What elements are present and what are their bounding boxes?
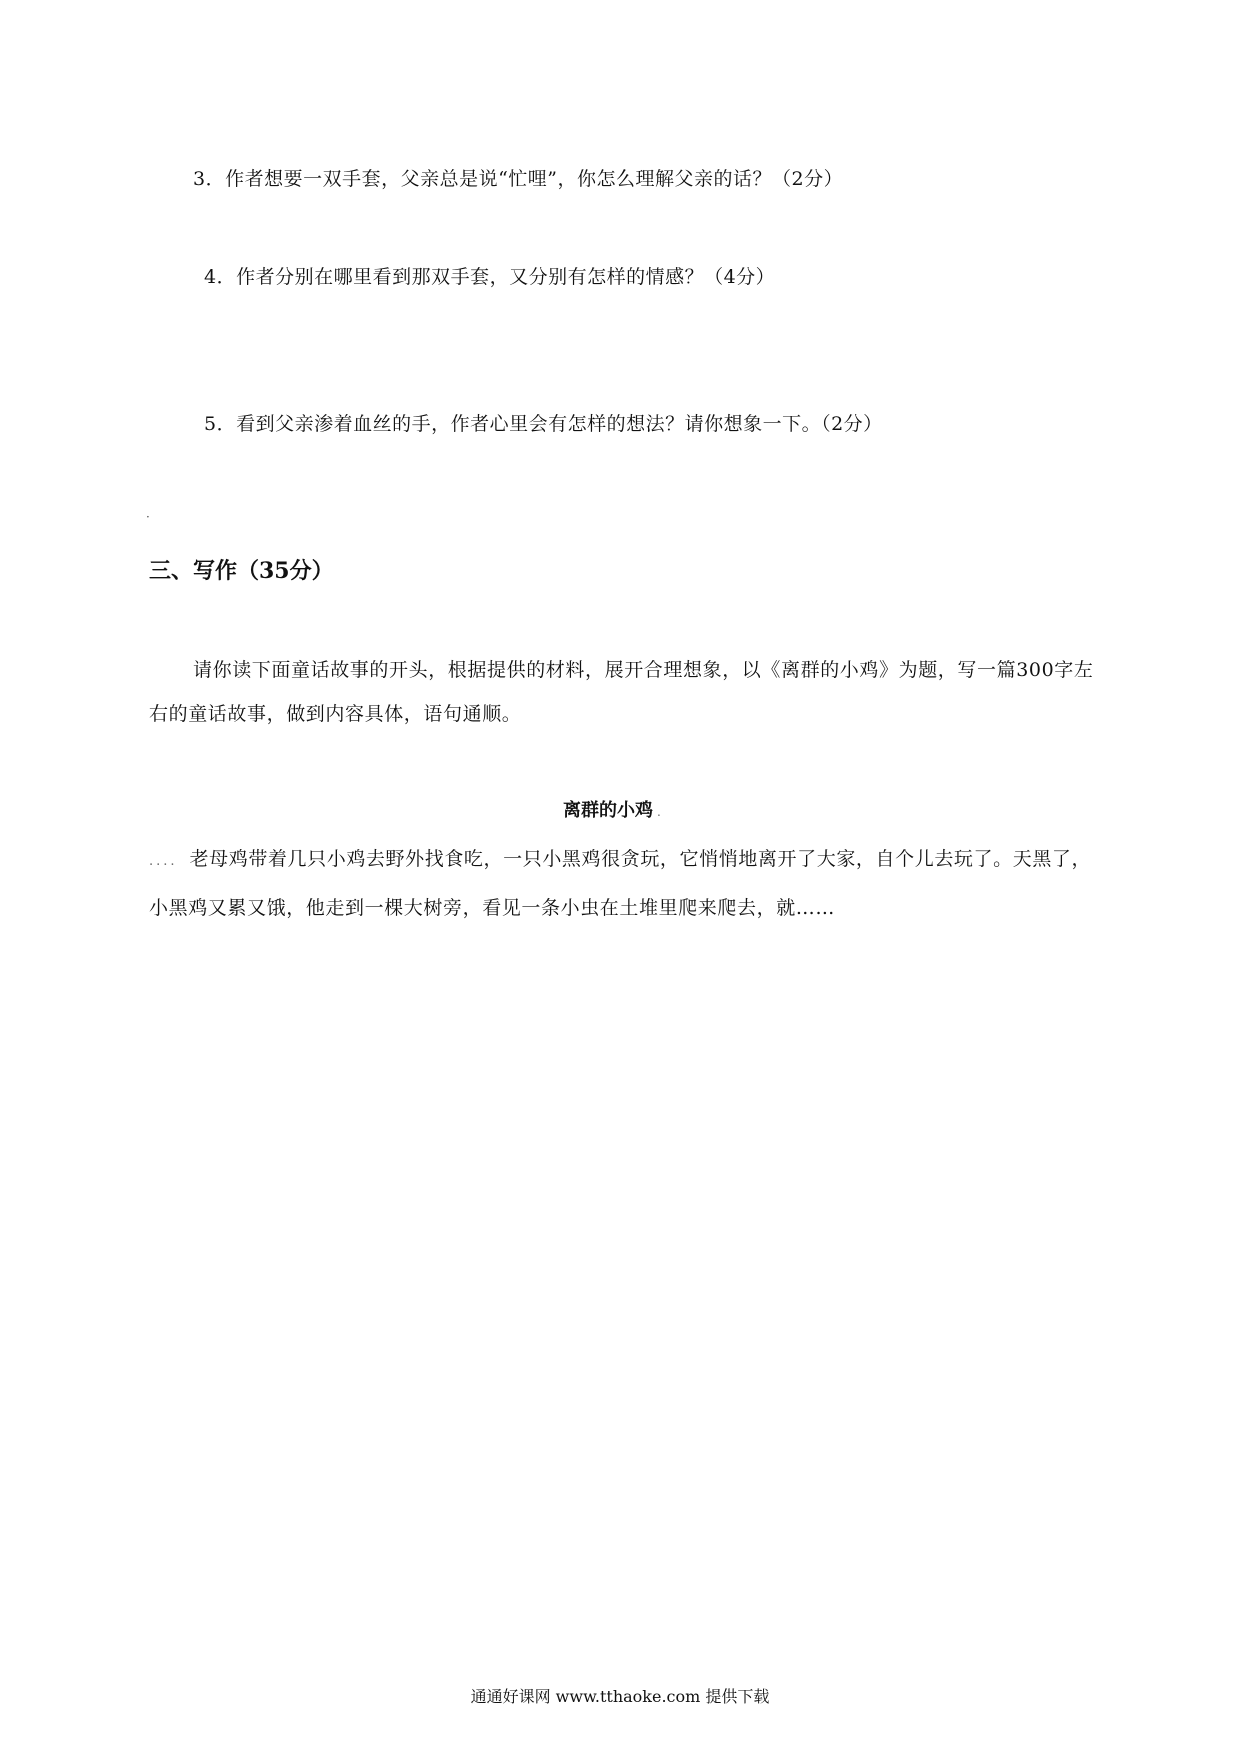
question-5: 5．看到父亲渗着血丝的手，作者心里会有怎样的想法？请你想象一下。（2分） [204,413,883,435]
writing-section-heading: 三、写作（35分） [149,558,334,584]
story-title [563,796,661,822]
title-speck: . [657,805,661,819]
story-opening [149,836,1099,931]
question-4: 4．作者分别在哪里看到那双手套，又分别有怎样的情感？（4分） [204,266,776,288]
writing-instruction: 请你读下面童话故事的开头，根据提供的材料，展开合理想象，以《离群的小鸡》为题，写一篇300字左右的童话故事，做到内容具体，语句通顺。 [149,659,1094,725]
question-3: 3．作者想要一双手套，父亲总是说“忙哩”，你怎么理解父亲的话？（2分） [193,168,844,190]
story-lead-dots: .... [149,854,178,869]
story-text: 老母鸡带着几只小鸡去野外找食吃，一只小黑鸡很贪玩，它悄悄地离开了大家，自个儿去玩了。天黑了，小黑鸡又累又饿，他走到一棵大树旁，看见一条小虫在土堆里爬来爬去，就…… [149,848,1092,919]
page-footer: 通通好课网 www.tthaoke.com 提供下载 [470,1687,770,1706]
scan-speck: · [146,510,150,524]
story-title-text: 离群的小鸡 [563,800,653,821]
